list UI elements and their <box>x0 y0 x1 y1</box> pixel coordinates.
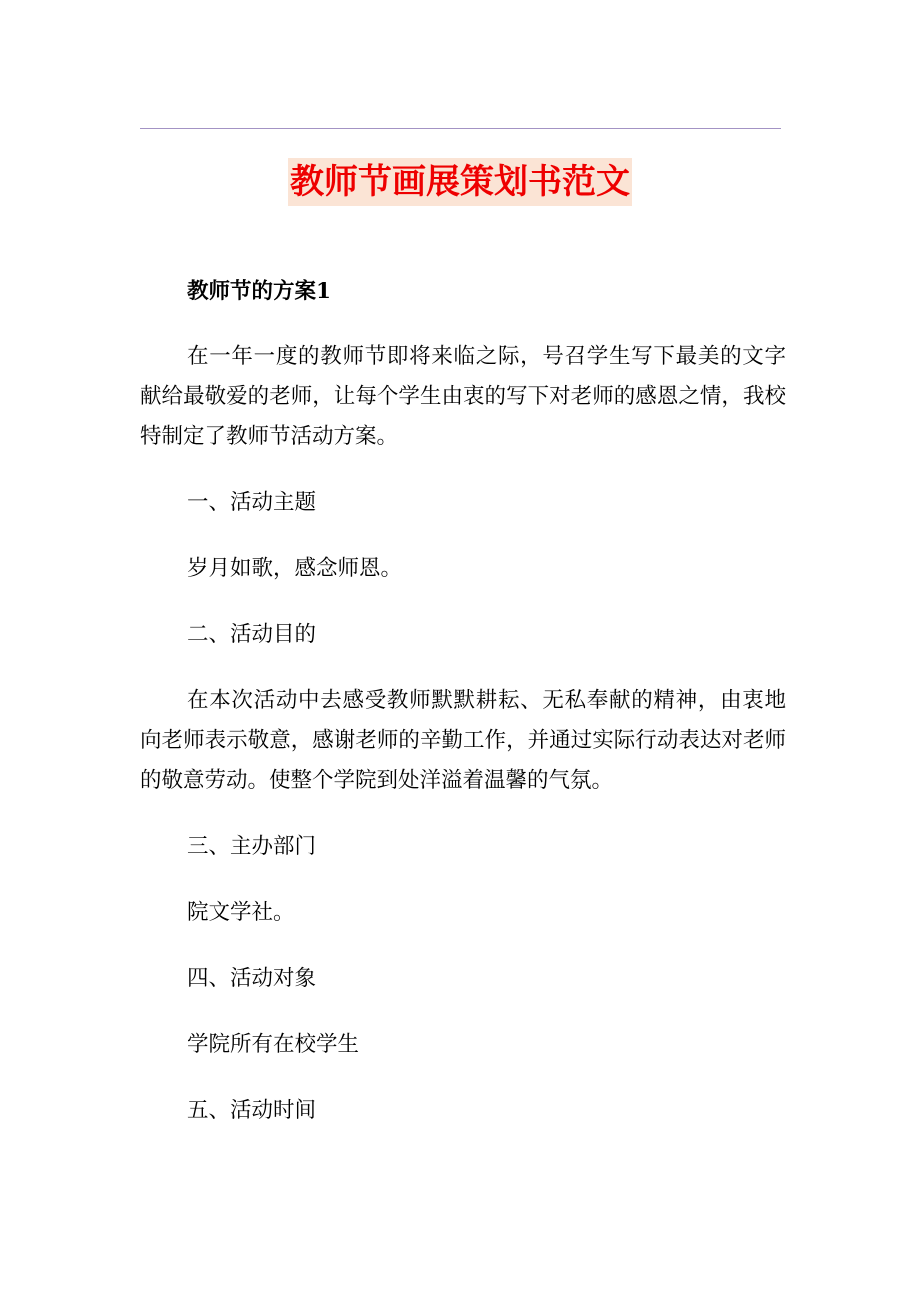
audience-text: 学院所有在校学生 <box>187 1032 360 1057</box>
document-title: 教师节画展策划书范文 <box>288 158 632 206</box>
organizer-text: 院文学社。 <box>187 900 295 925</box>
heading-theme: 一、活动主题 <box>187 490 317 515</box>
heading-audience: 四、活动对象 <box>187 966 317 991</box>
heading-organizer: 三、主办部门 <box>187 834 317 859</box>
section-heading: 教师节的方案1 <box>187 279 331 304</box>
intro-paragraph: 在一年一度的教师节即将来临之际，号召学生写下最美的文字献给最敬爱的老师，让每个学生由衷的写下对老师的感恩之情，我校特制定了教师节活动方案。 <box>140 344 786 449</box>
purpose-text: 在本次活动中去感受教师默默耕耘、无私奉献的精神，由衷地向老师表示敬意，感谢老师的辛勤工作，并通过实际行动表达对老师的敬意劳动。使整个学院到处洋溢着温馨的气氛。 <box>140 688 786 793</box>
heading-purpose: 二、活动目的 <box>187 622 317 647</box>
theme-text: 岁月如歌，感念师恩。 <box>187 556 403 581</box>
header-rule <box>140 128 781 129</box>
document-body <box>140 272 786 1131</box>
heading-time: 五、活动时间 <box>187 1098 317 1123</box>
title-container <box>0 158 920 206</box>
